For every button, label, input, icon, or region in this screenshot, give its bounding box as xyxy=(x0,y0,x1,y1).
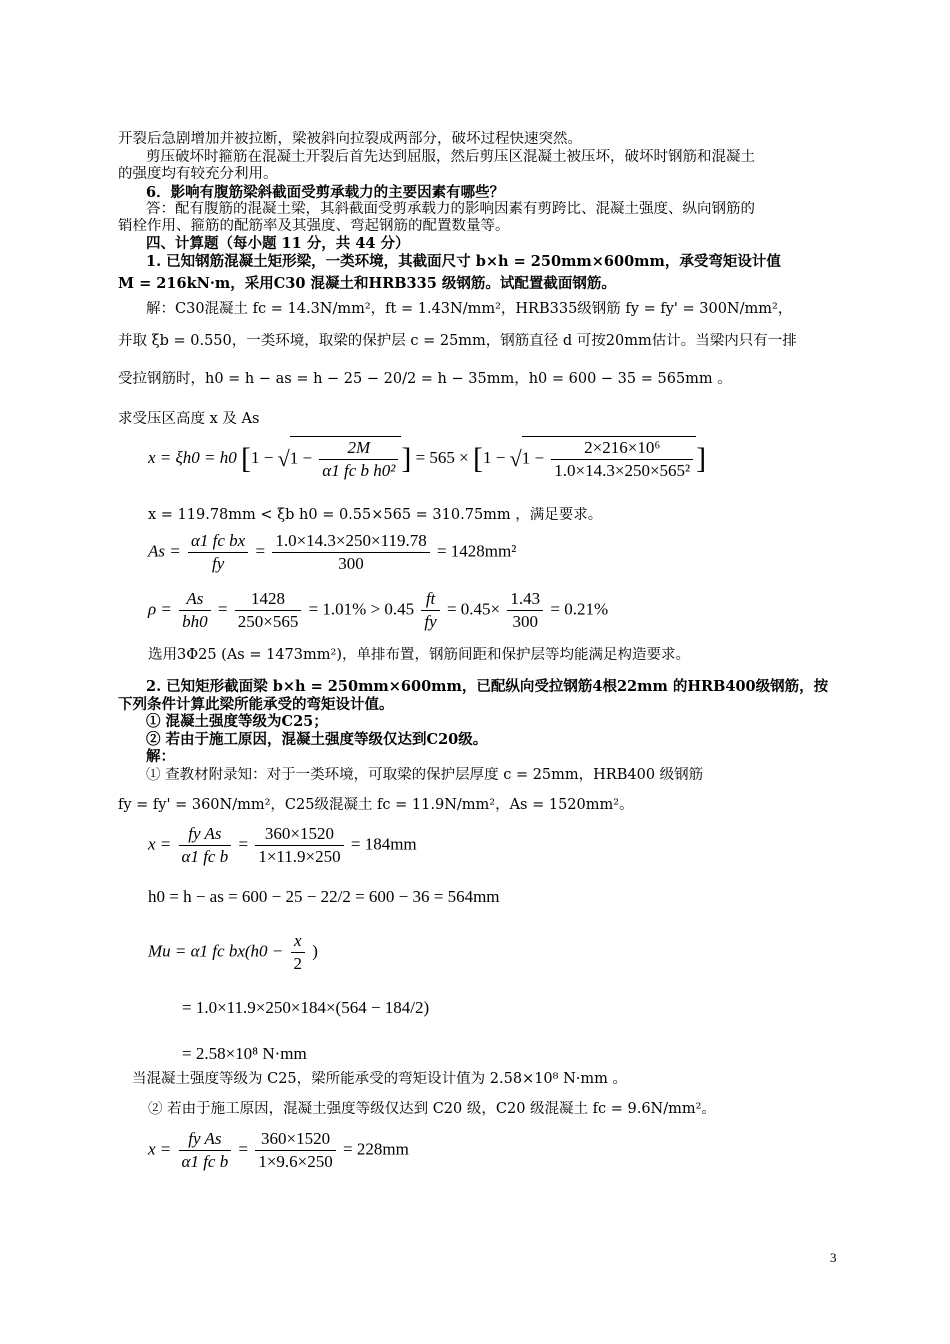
problem-2-condition-2: ② 若由于施工原因，混凝土强度等级仅达到C20级。 xyxy=(146,731,488,748)
eq-x2-num2: 360×1520 xyxy=(255,1128,335,1151)
problem-2-condition-1: ① 混凝土强度等级为C25； xyxy=(146,713,328,730)
eq-xi-mid: = 565 × xyxy=(415,447,469,467)
solution-1-line-2: 并取 ξb = 0.550，一类环境，取梁的保护层 c = 25mm，钢筋直径 d 可按20mm估计。当梁内只有一排 xyxy=(118,333,797,349)
eq-mu-close: ) xyxy=(312,941,318,961)
solution-1-selection: 选用3Φ25 (As = 1473mm²)，单排布置，钢筋间距和保护层等均能满足构造要求。 xyxy=(148,647,690,663)
eq-mu-num: x xyxy=(291,930,306,953)
equation-h0: h0 = h − as = 600 − 25 − 22/2 = 600 − 36 = 564mm xyxy=(148,887,500,906)
solution-2-label: 解： xyxy=(146,748,175,765)
eq-x1-den1: α1 fc b xyxy=(181,847,229,866)
solution-1-check: x = 119.78mm < ξb h0 = 0.55×565 = 310.75mm ，满足要求。 xyxy=(148,507,603,523)
eq-x1-res: = 184mm xyxy=(350,834,417,854)
eq-rho-mid: = 1.01% > 0.45 xyxy=(308,599,415,619)
problem-2-line-2: 下列条件计算此梁所能承受的弯矩设计值。 xyxy=(118,696,394,713)
equation-moment xyxy=(148,930,318,975)
eq-as-den2: 300 xyxy=(338,554,364,573)
text-line-3: 的强度均有较充分利用。 xyxy=(118,166,278,182)
eq-x2-num1: fy As xyxy=(179,1128,232,1151)
eq-xi-one-a2: 1 − xyxy=(289,448,317,468)
eq-rho-res: = 0.21% xyxy=(550,599,609,619)
solution-1-line-4: 求受压区高度 x 及 As xyxy=(118,411,260,427)
text-line-1: 开裂后急剧增加并被拉断，梁被斜向拉裂成两部分，破坏过程快速突然。 xyxy=(118,131,582,147)
eq-x1-num1: fy As xyxy=(179,823,232,846)
equation-moment-substitution: = 1.0×11.9×250×184×(564 − 184/2) xyxy=(182,998,430,1017)
eq-rho-den4: 300 xyxy=(512,612,539,631)
solution-1-line-3: 受拉钢筋时，h0 = h − as = h − 25 − 20/2 = h − 35mm，h0 = 600 − 35 = 565mm 。 xyxy=(118,371,732,387)
solution-2-conclusion: 当混凝土强度等级为 C25，梁所能承受的弯矩设计值为 2.58×10⁸ N·mm 。 xyxy=(132,1071,627,1087)
eq-x2-den2: 1×9.6×250 xyxy=(258,1152,333,1171)
eq-x1-den2: 1×11.9×250 xyxy=(258,847,341,866)
answer-6-line-1: 答：配有腹筋的混凝土梁，其斜截面受剪承载力的影响因素有剪跨比、混凝土强度、纵向钢筋的 xyxy=(146,201,755,217)
answer-6-line-2: 销栓作用、箍筋的配筋率及其强度、弯起钢筋的配置数量等。 xyxy=(118,218,510,234)
eq-x2-den1: α1 fc b xyxy=(181,1152,229,1171)
eq-rho-den2: 250×565 xyxy=(237,612,299,631)
eq-rho-lhs: ρ = xyxy=(148,599,172,619)
eq-rho-num3: ft xyxy=(421,588,439,611)
eq-xi-num-b: 2×216×10⁶ xyxy=(551,437,693,460)
solution-2-case-2: ② 若由于施工原因，混凝土强度等级仅达到 C20 级，C20 级混凝土 fc = 9.6N/mm²。 xyxy=(148,1101,716,1117)
solution-1-line-1: 解：C30混凝土 fc = 14.3N/mm²，ft = 1.43N/mm²，HRB335级钢筋 fy = fy' = 300N/mm²， xyxy=(146,301,793,317)
solution-2-line-1: ① 查教材附录知：对于一类环境，可取梁的保护层厚度 c = 25mm，HRB400 级钢筋 xyxy=(146,767,704,783)
eq-rho-den3: fy xyxy=(424,612,437,631)
eq-x1-eq: = xyxy=(238,834,249,854)
eq-as-num1: α1 fc bx xyxy=(188,530,248,553)
question-6-heading: 6．影响有腹筋梁斜截面受剪承载力的主要因素有哪些？ xyxy=(146,184,505,201)
page-number: 3 xyxy=(830,1250,837,1265)
problem-2-line-1: 2. 已知矩形截面梁 b×h = 250mm×600mm，已配纵向受拉钢筋4根22mm 的HRB400级钢筋，按 xyxy=(146,678,829,695)
eq-rho-num1: As xyxy=(179,588,211,611)
eq-as-res: = 1428mm² xyxy=(436,541,517,561)
eq-xi-one-a: 1 − xyxy=(251,447,278,467)
eq-xi-one-b: 1 − xyxy=(483,447,510,467)
eq-as-den1: fy xyxy=(211,554,225,573)
eq-as-eq: = xyxy=(255,541,266,561)
eq-as-lhs: As = xyxy=(148,541,181,561)
eq-x2-res: = 228mm xyxy=(343,1139,409,1159)
eq-xi-lhs: x = ξh0 = h0 xyxy=(148,447,237,467)
eq-xi-den-a: α1 fc b h0² xyxy=(322,461,396,480)
eq-xi-num-a: 2M xyxy=(319,437,398,460)
eq-rho-eq: = xyxy=(217,599,228,619)
text-line-2: 剪压破坏时箍筋在混凝土开裂后首先达到屈服，然后剪压区混凝土被压坏，破坏时钢筋和混凝土 xyxy=(146,149,755,165)
eq-xi-den-b: 1.0×14.3×250×565² xyxy=(554,461,691,480)
equation-x-c20 xyxy=(148,1128,409,1173)
section-4-heading: 四、计算题（每小题 11 分，共 44 分） xyxy=(146,235,410,252)
eq-rho-den1: bh0 xyxy=(182,612,208,631)
eq-x2-lhs: x = xyxy=(148,1139,172,1159)
eq-as-num2: 1.0×14.3×250×119.78 xyxy=(272,530,429,553)
equation-steel-area xyxy=(148,530,516,575)
eq-x2-eq: = xyxy=(238,1139,249,1159)
problem-1-line-2: M = 216kN·m，采用C30 混凝土和HRB335 级钢筋。试配置截面钢筋。 xyxy=(118,275,616,292)
equation-compression-height: x = ξh0 = h0 [1 − √1 − $\frac{2M}{\text{α1 fc b h0²}}$ ] = 565 × [1 − √1 − $\frac{\text{2×216×10⁶}}{\text{1.0×14.3×250×565²}}$ ] xyxy=(148,438,707,480)
solution-2-line-2: fy = fy' = 360N/mm²，C25级混凝土 fc = 11.9N/mm²，As = 1520mm²。 xyxy=(118,797,634,813)
problem-1-line-1: 1. 已知钢筋混凝土矩形梁，一类环境，其截面尺寸 b×h = 250mm×600mm，承受弯矩设计值 xyxy=(146,253,781,270)
eq-rho-eq2: = 0.45× xyxy=(446,599,501,619)
equation-reinforcement-ratio xyxy=(148,588,608,633)
eq-mu-den: 2 xyxy=(293,954,303,973)
eq-mu-lhs: Mu = α1 fc bx(h0 − xyxy=(148,941,288,961)
equation-moment-result: = 2.58×10⁸ N·mm xyxy=(182,1044,307,1063)
eq-x1-num2: 360×1520 xyxy=(255,823,343,846)
eq-rho-num2: 1428 xyxy=(235,588,302,611)
eq-rho-num4: 1.43 xyxy=(507,588,543,611)
eq-x1-lhs: x = xyxy=(148,834,172,854)
equation-x-c25 xyxy=(148,823,417,868)
